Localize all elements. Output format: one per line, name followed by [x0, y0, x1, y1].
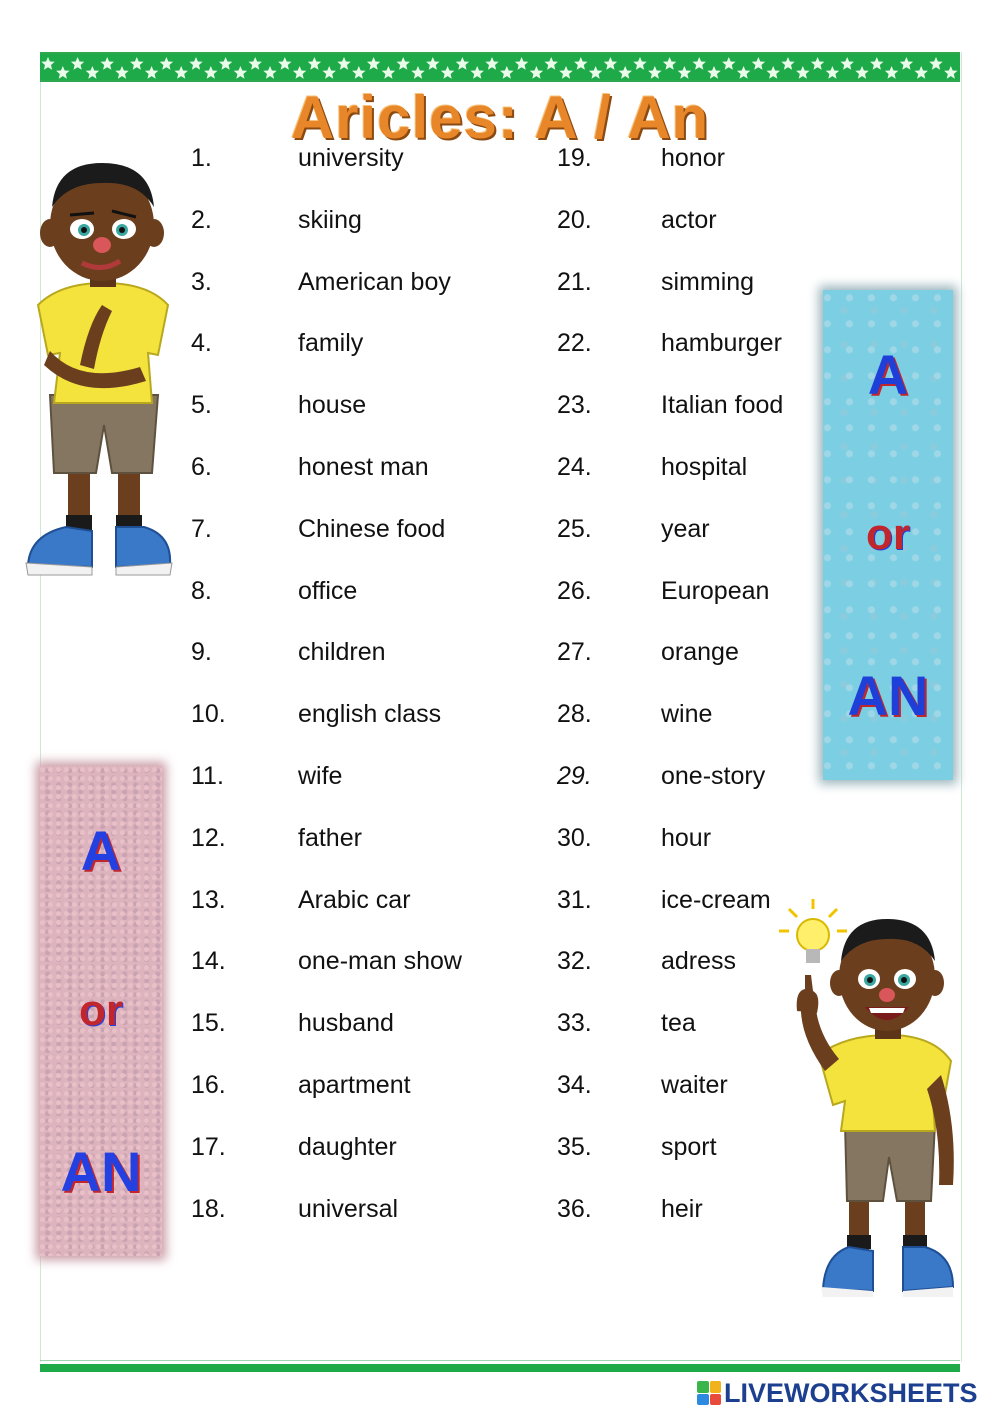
star-icon: [707, 66, 720, 79]
item-word: university: [298, 144, 404, 172]
item-word: house: [298, 391, 367, 420]
star-icon: [574, 57, 587, 70]
star-icon: [441, 66, 454, 79]
item-word: orange: [661, 638, 739, 667]
bottom-green-bar: [40, 1364, 960, 1372]
item-number: 28.: [557, 700, 592, 729]
star-icon: [826, 66, 839, 79]
star-icon: [397, 57, 410, 70]
item-number: 27.: [557, 638, 592, 667]
logo-text: LIVEWORKSHEETS: [724, 1377, 978, 1408]
item-number: 22.: [557, 329, 592, 358]
logo-mark-icon: [697, 1381, 721, 1405]
star-icon: [885, 66, 898, 79]
star-icon: [693, 57, 706, 70]
item-number: 25.: [557, 514, 592, 543]
box-word-or: or: [79, 985, 123, 1035]
item-word: American boy: [298, 267, 451, 296]
item-word: family: [298, 329, 364, 358]
item-word: skiing: [298, 205, 362, 234]
item-word: year: [661, 514, 710, 543]
a-or-an-box-left: [40, 766, 162, 1256]
star-icon: [589, 66, 602, 79]
star-icon: [471, 66, 484, 79]
star-icon: [56, 66, 69, 79]
item-number: 2.: [191, 205, 212, 234]
star-icon: [781, 57, 794, 70]
item-number: 19.: [557, 144, 592, 172]
item-word: Arabic car: [298, 885, 411, 914]
item-word: Chinese food: [298, 514, 446, 543]
item-number: 14.: [191, 947, 226, 976]
item-number: 33.: [557, 1009, 592, 1038]
item-word: adress: [661, 947, 737, 976]
star-icon: [234, 66, 247, 79]
star-pattern: [40, 54, 960, 82]
bottom-divider: [40, 1360, 960, 1361]
star-icon: [737, 66, 750, 79]
item-word: waiter: [661, 1071, 728, 1099]
star-icon: [500, 66, 513, 79]
star-icon: [308, 57, 321, 70]
item-number: 34.: [557, 1071, 592, 1099]
item-number: 26.: [557, 576, 592, 605]
star-icon: [367, 57, 380, 70]
star-icon: [530, 66, 543, 79]
item-number: 17.: [191, 1132, 226, 1161]
star-icon: [411, 66, 424, 79]
star-icon: [929, 57, 942, 70]
item-number: 9.: [191, 638, 212, 667]
item-number: 7.: [191, 514, 212, 543]
star-icon: [278, 57, 291, 70]
a-or-an-box-right: [823, 290, 953, 780]
item-number: 21.: [557, 267, 592, 296]
item-number: 23.: [557, 391, 592, 420]
item-number: 5.: [191, 391, 212, 420]
star-icon: [382, 66, 395, 79]
box-word-or: or: [866, 509, 910, 559]
item-number: 29.: [557, 762, 592, 790]
star-icon: [678, 66, 691, 79]
star-icon: [855, 66, 868, 79]
item-word: heir: [661, 1194, 703, 1223]
star-icon: [648, 66, 661, 79]
item-word: one-story: [661, 762, 766, 790]
star-icon: [352, 66, 365, 79]
star-icon: [870, 57, 883, 70]
item-word: sport: [661, 1132, 717, 1161]
item-word: daughter: [298, 1132, 397, 1161]
item-number: 3.: [191, 267, 212, 296]
star-icon: [101, 57, 114, 70]
box-letter-a: A: [80, 818, 122, 882]
star-icon: [145, 66, 158, 79]
item-number: 16.: [191, 1071, 226, 1099]
item-word: ice-cream: [661, 885, 771, 914]
item-number: 10.: [191, 700, 226, 729]
star-icon: [263, 66, 276, 79]
box-letters-an: AN: [847, 664, 929, 728]
liveworksheets-logo: [697, 1378, 978, 1408]
item-number: 6.: [191, 453, 212, 481]
item-number: 32.: [557, 947, 592, 976]
item-word: hospital: [661, 453, 748, 481]
item-number: 15.: [191, 1009, 226, 1038]
star-icon: [115, 66, 128, 79]
star-icon: [604, 57, 617, 70]
item-number: 18.: [191, 1194, 226, 1223]
star-icon: [249, 57, 262, 70]
item-word: apartment: [298, 1071, 411, 1099]
star-icon: [663, 57, 676, 70]
item-word: European: [661, 576, 770, 605]
star-icon: [160, 57, 173, 70]
star-icon: [841, 57, 854, 70]
star-icon: [515, 57, 528, 70]
item-number: 1.: [191, 144, 212, 172]
item-word: wine: [661, 700, 713, 729]
item-number: 8.: [191, 576, 212, 605]
item-word: father: [298, 823, 362, 852]
item-number: 4.: [191, 329, 212, 358]
item-number: 31.: [557, 885, 592, 914]
star-icon: [752, 57, 765, 70]
star-icon: [323, 66, 336, 79]
star-icon: [337, 57, 350, 70]
item-word: english class: [298, 700, 442, 729]
box-letter-a: A: [867, 342, 909, 406]
star-icon: [915, 66, 928, 79]
idea-boy-icon: [775, 895, 975, 1305]
item-word: office: [298, 576, 358, 605]
star-icon: [189, 57, 202, 70]
item-word: actor: [661, 205, 717, 234]
item-number: 20.: [557, 205, 592, 234]
thinking-boy-icon: [20, 155, 180, 605]
star-icon: [41, 57, 54, 70]
item-word: honor: [661, 144, 725, 172]
star-icon: [944, 66, 957, 79]
star-icon: [545, 57, 558, 70]
star-icon: [293, 66, 306, 79]
star-icon: [900, 57, 913, 70]
star-icon: [86, 66, 99, 79]
item-word: universal: [298, 1194, 399, 1223]
item-number: 13.: [191, 885, 226, 914]
item-word: hamburger: [661, 329, 782, 358]
star-icon: [767, 66, 780, 79]
star-icon: [796, 66, 809, 79]
star-icon: [559, 66, 572, 79]
item-number: 30.: [557, 823, 592, 852]
item-word: children: [298, 638, 386, 667]
star-icon: [130, 57, 143, 70]
star-icon: [485, 57, 498, 70]
item-word: honest man: [298, 453, 429, 481]
star-icon: [456, 57, 469, 70]
item-word: Italian food: [661, 391, 784, 420]
star-icon: [633, 57, 646, 70]
box-letters-an: AN: [60, 1140, 142, 1204]
item-number: 12.: [191, 823, 226, 852]
star-icon: [175, 66, 188, 79]
star-icon: [811, 57, 824, 70]
item-word: wife: [298, 762, 343, 790]
star-icon: [71, 57, 84, 70]
star-icon: [722, 57, 735, 70]
item-word: hour: [661, 823, 712, 852]
star-border-top: [40, 52, 960, 82]
item-word: one-man show: [298, 947, 462, 976]
item-number: 36.: [557, 1194, 592, 1223]
star-icon: [426, 57, 439, 70]
page-title: Aricles: A / An: [290, 84, 710, 151]
item-number: 35.: [557, 1132, 592, 1161]
item-number: 24.: [557, 453, 592, 481]
star-icon: [204, 66, 217, 79]
item-word: simming: [661, 267, 755, 296]
item-word: tea: [661, 1009, 696, 1038]
star-icon: [219, 57, 232, 70]
star-icon: [619, 66, 632, 79]
item-number: 11.: [191, 762, 224, 790]
item-word: husband: [298, 1009, 394, 1038]
light-bulb-icon: [779, 899, 847, 963]
